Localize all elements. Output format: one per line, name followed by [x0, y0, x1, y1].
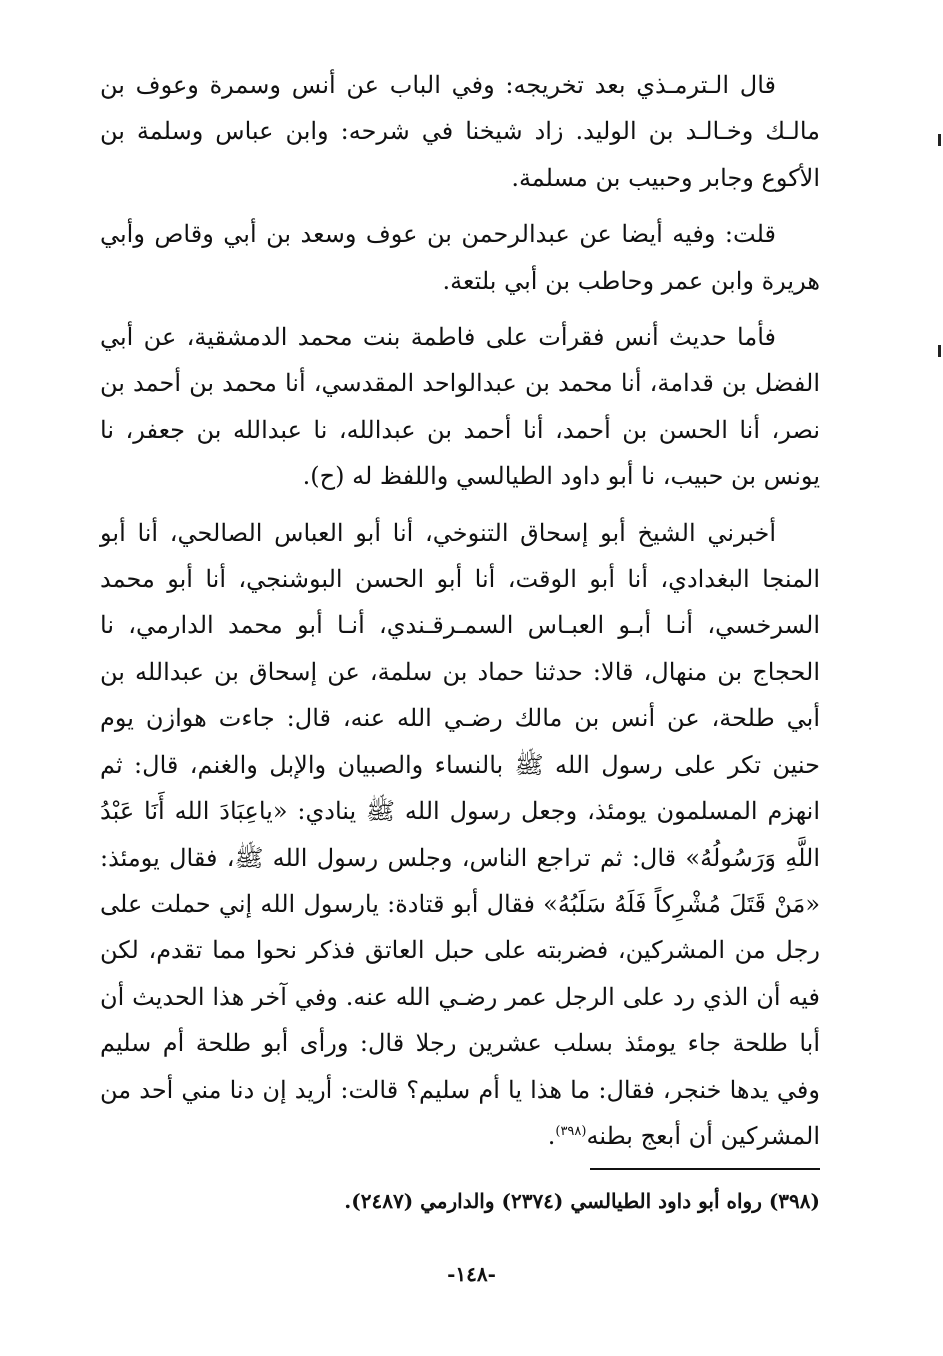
margin-mark: [938, 345, 941, 357]
prophetic-quote: «ياعِبَادَ الله أَنَا عَبْدُ اللَّهِ وَرَسُولُهُ»: [100, 797, 820, 872]
paragraph-hadith: [100, 510, 820, 1160]
paragraph-tirmidhi: قال الـترمـذي بعد تخريجه: وفي الباب عن أنس وسمرة وعوف بن مالـك وخـالـد بن الوليد. زاد شيخنا في شرحه: وابن عباس وسلمة بن الأكوع وجابر وحبيب بن مسلمة.: [100, 71, 820, 192]
footnote-reference[interactable]: (٣٩٨): [555, 1123, 587, 1139]
page-number: -١٤٨-: [447, 1262, 496, 1286]
hadith-text: فقال أبو قتادة: يارسول الله إني حملت على رجل من المشركين، فضربته على حبل العاتق فذكر نحوا مما تقدم، لكن فيه أن الذي رد على الرجل عمر رضـي الله عنه. وفي آخر هذا الحديث أن أبا طلحة جاء يومئذ بسلب عشرين رجلا قال: ورأى أبو طلحة أم سليم وفي يدها خنجر، فقال: ما هذا يا أم سليم؟ قالت: أريد إن دنا مني أحد من المشركين أن أبعج بطنه: [100, 889, 820, 1150]
prophetic-quote: «مَنْ قَتَلَ مُشْرِكاً فَلَهُ سَلَبُهُ»: [543, 889, 821, 918]
footnote-divider: [590, 1168, 820, 1170]
main-text: [100, 62, 820, 1159]
footnote: (٣٩٨) رواه أبو داود الطيالسي (٢٣٧٤) والدارمي (٢٤٨٧).: [344, 1189, 820, 1213]
margin-mark: [938, 134, 941, 146]
hadith-text: أخبرني الشيخ أبو إسحاق التنوخي، أنا أبو العباس الصالحي، أنا أبو المنجا البغدادي، أنا أبو الوقت، أنا أبو الحسن البوشنجي، أنا أبو محمد السرخسي، أنـا أبـو العبـاس السمـرقـندي، أنـا أبو محمد الدارمي، نا الحجاج بن منهال، قالا: حدثنا حماد بن سلمة، عن إسحاق بن عبدالله بن أبي طلحة، عن أنس بن مالك رضـي الله عنه، قال: جاءت هوازن يوم حنين تكر على رسول الله ﷺ بالنساء والصبيان والإبل والغنم، قال: ثم انهزم المسلمون يومئذ، وجعل رسول الله ﷺ ينادي:: [100, 518, 820, 826]
paragraph-qultu: قلت: وفيه أيضا عن عبدالرحمن بن عوف وسعد بن أبي وقاص وأبي هريرة وابن عمر وحاطب بن أبي بلتعة.: [100, 220, 820, 295]
hadith-ending: .: [547, 1121, 556, 1150]
paragraph-isnad: فأما حديث أنس فقرأت على فاطمة بنت محمد الدمشقية، عن أبي الفضل بن قدامة، أنا محمد بن عبدالواحد المقدسي، أنا محمد بن أحمد بن نصر، أنا الحسن بن أحمد، أنا أحمد بن عبدالله، نا عبدالله بن جعفر، نا يونس بن حبيب، نا أبو داود الطيالسي واللفظ له (ح).: [100, 323, 820, 491]
hadith-text: قال: ثم تراجع الناس، وجلس رسول الله ﷺ، فقال يومئذ:: [100, 843, 686, 872]
